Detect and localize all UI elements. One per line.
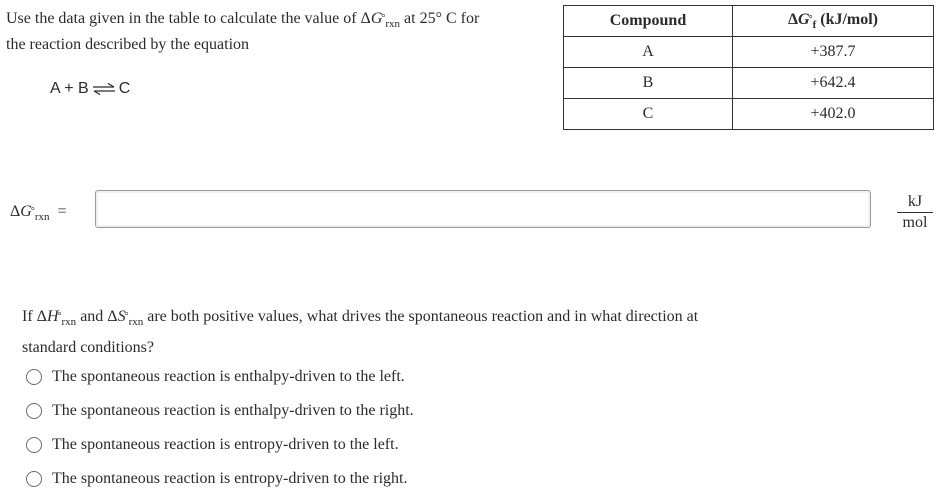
gibbs-symbol: G (370, 10, 383, 27)
option-label: The spontaneous reaction is entropy-driven to the left. (52, 436, 399, 453)
unit-label (897, 193, 933, 233)
reaction-equation (50, 79, 130, 99)
option-label: The spontaneous reaction is enthalpy-driven to the left. (52, 368, 405, 385)
cell-compound: A (564, 37, 733, 68)
question-prompt-line1 (6, 9, 479, 34)
table-row (564, 99, 934, 130)
question2-text-line2: standard conditions? (22, 339, 154, 356)
enthalpy-symbol: H (46, 308, 59, 325)
question-prompt-line2: the reaction described by the equation (6, 36, 250, 53)
question2-text-line1: If $\Delta H_{^\circ rxn}$ and $\Delta S_{^\circ rxn}$ are both positive values, what drives the spontaneous reaction and in what direction at (22, 308, 699, 328)
option-enthalpy-right[interactable] (26, 399, 414, 423)
cell-value: +402.0 (733, 99, 934, 130)
product: C (118, 80, 131, 97)
option-entropy-right[interactable] (26, 467, 407, 491)
cell-compound: B (564, 68, 733, 99)
prompt-text: Use the data given in the table to calculate the value of Δ (6, 10, 371, 27)
cell-value: +387.7 (733, 37, 934, 68)
table-row (564, 37, 934, 68)
radio-button[interactable] (26, 403, 42, 419)
cell-compound: C (564, 99, 733, 130)
rxn-subscript: °rxn (381, 13, 401, 30)
radio-button[interactable] (26, 369, 42, 385)
unit-denominator: mol (902, 214, 928, 231)
option-entropy-left[interactable] (26, 433, 399, 457)
table-header-row (564, 6, 934, 37)
equilibrium-arrow-icon (92, 83, 116, 95)
table-row (564, 68, 934, 99)
option-enthalpy-left[interactable] (26, 365, 405, 389)
cell-value: +642.4 (733, 68, 934, 99)
entropy-symbol: S (117, 308, 126, 325)
answer-label: $\Delta G_{^\circ rxn}$ = (10, 203, 67, 223)
delta-g-answer-input[interactable] (95, 190, 871, 228)
unit-numerator: kJ (897, 193, 933, 213)
free-energy-table (563, 5, 934, 130)
header-delta-g: $\Delta G_{^\circ f}$ (kJ/mol) (733, 6, 934, 37)
option-label: The spontaneous reaction is enthalpy-driven to the right. (52, 402, 414, 419)
prompt-text-suffix: at 25° C for (400, 10, 480, 27)
reactants: A + B (50, 80, 89, 97)
radio-button[interactable] (26, 471, 42, 487)
radio-button[interactable] (26, 437, 42, 453)
header-compound: Compound (564, 6, 733, 37)
option-label: The spontaneous reaction is entropy-driven to the right. (52, 470, 408, 487)
